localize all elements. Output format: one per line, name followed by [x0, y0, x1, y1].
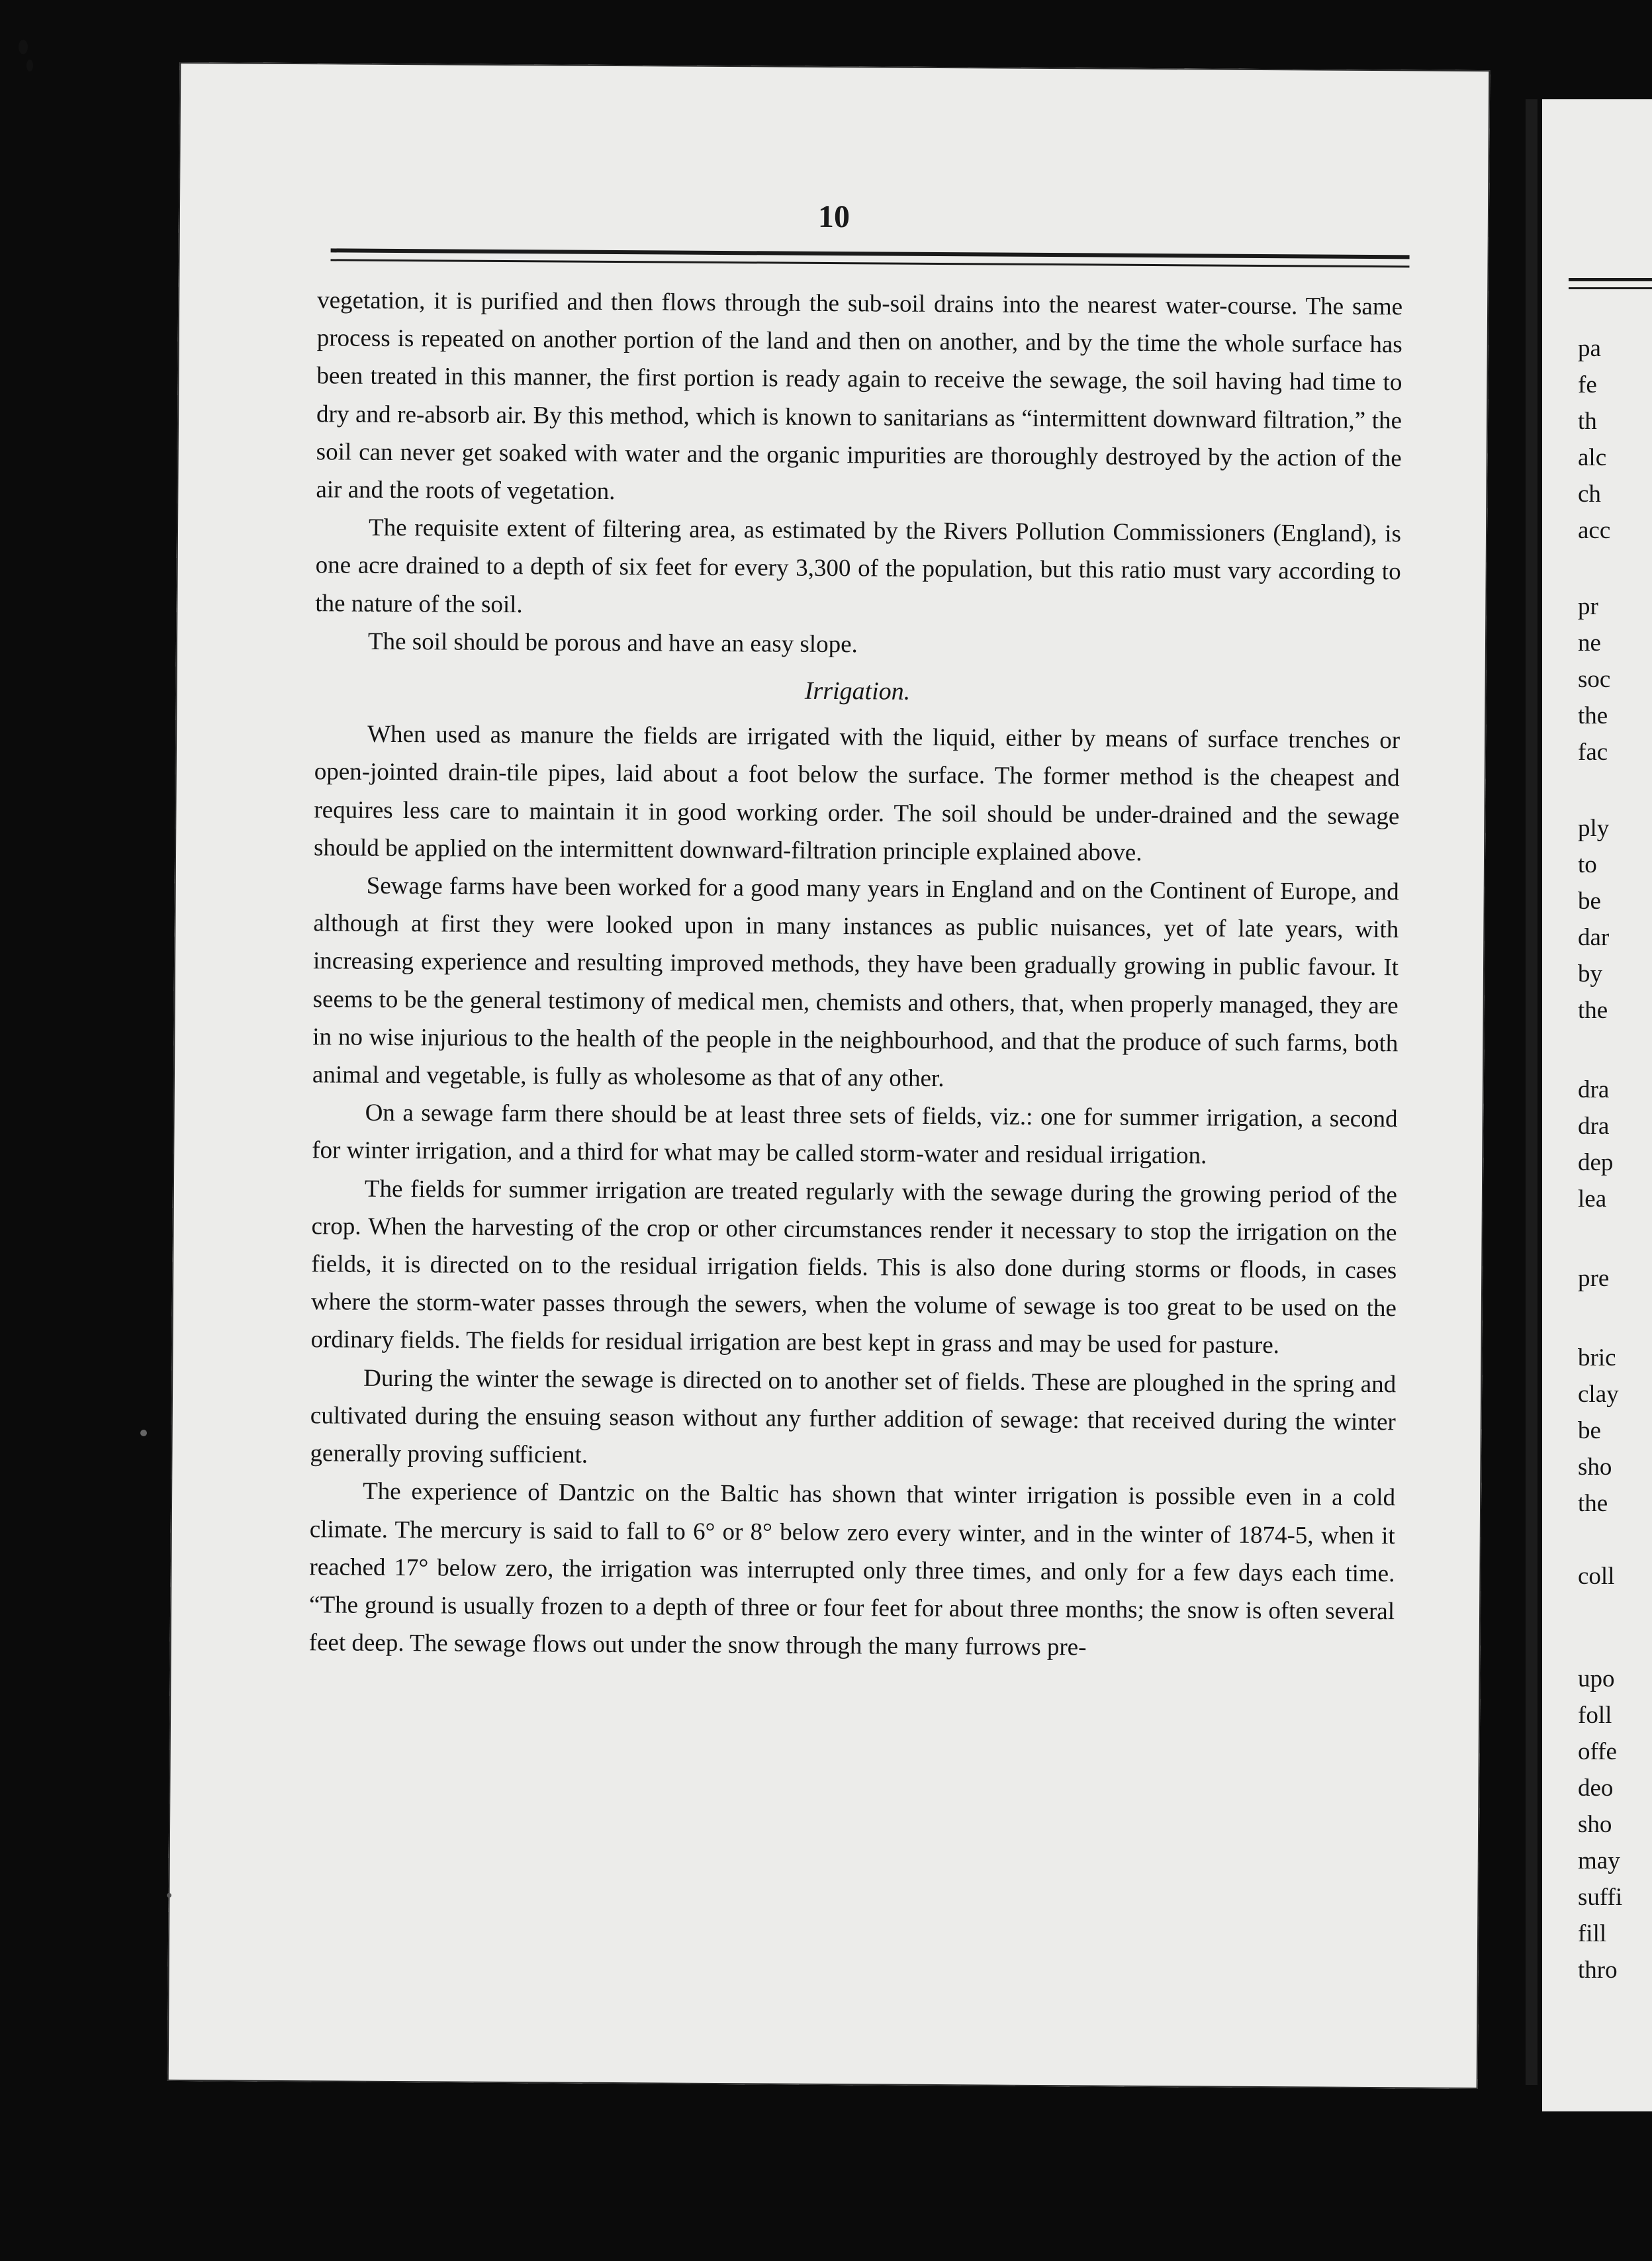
paragraph-manure: When used as manure the fields are irrigated with the liquid, either by means of surface trenches or open-jointed drain-tile pipes, laid about a foot below the surface. The former method is the cheapest and requires less care to maintain it in good working order. The soil should be under-drained and the sewage should be applied on the intermittent downward-filtration principle explained above.	[313, 720, 1400, 866]
facing-page-fragment: coll	[1578, 1563, 1615, 1590]
facing-page-rule	[1569, 278, 1652, 281]
facing-page	[1542, 99, 1652, 2111]
facing-page-fragment: fac	[1578, 739, 1608, 766]
facing-page-fragment: pa	[1578, 335, 1601, 362]
facing-page-fragment: sho	[1578, 1454, 1612, 1481]
scan-speck	[167, 1893, 171, 1898]
facing-page-fragment: suffi	[1578, 1884, 1623, 1911]
facing-page-fragment: dra	[1578, 1076, 1610, 1103]
facing-page-fragment: pre	[1578, 1265, 1610, 1292]
facing-page-fragment: by	[1578, 960, 1602, 988]
facing-page-rule-thin	[1569, 287, 1652, 289]
facing-page-fragment: be	[1578, 1417, 1601, 1444]
facing-page-fragment: acc	[1578, 517, 1611, 544]
facing-page-fragment: the	[1578, 997, 1608, 1024]
header-rule-thin	[331, 259, 1410, 267]
paragraph-dantzic: The experience of Dantzic on the Baltic has shown that winter irrigation is possible even in a cold climate. The mercury is said to fall to 6° or 8° below zero every winter, and in the winter of 1874-5, when it reached 17° below zero, the irrigation was interrupted only three times, and only for a few days each time. “The ground is usually frozen to a depth of three or four feet for about three months; the snow is often several feet deep. The sewage flows out under the snow through the many furrows pre-	[308, 1478, 1396, 1661]
book-page	[167, 62, 1491, 2089]
paragraph-summer-irrigation: The fields for summer irrigation are treated regularly with the sewage during the growing period of the crop. When the harvesting of the crop or other circumstances render it necessary to stop the irrigation on the fields, it is directed on to the residual irrigation fields. This is also done during storms or floods, in cases where the storm-water passes through the sewers, when the volume of sewage is too great to be used on the ordinary fields. The fields for residual irrigation are best kept in grass and may be used for pasture.	[310, 1175, 1398, 1360]
facing-page-fragment: to	[1578, 851, 1597, 878]
header-rule-thick	[331, 248, 1410, 259]
facing-page-fragment: clay	[1578, 1381, 1619, 1408]
book-gutter	[1526, 99, 1537, 2085]
page-number: 10	[817, 199, 850, 235]
facing-page-fragment: upo	[1578, 1665, 1615, 1692]
paragraph-filtering-area: The requisite extent of filtering area, as estimated by the Rivers Pollution Commissioners (England), is one acre drained to a depth of six feet for every 3,300 of the population, but this ratio must vary according to the nature of the soil.	[315, 514, 1402, 618]
facing-page-fragment: fe	[1578, 371, 1597, 398]
paragraph-winter: During the winter the sewage is directed on to another set of fields. These are ploughed in the spring and cultivated during the ensuing season without any further addition of sewage: that received during the winter generally proving sufficient.	[310, 1364, 1397, 1469]
paragraph-three-sets: On a sewage farm there should be at least three sets of fields, viz.: one for summer irrigation, a second for winter irrigation, and a third for what may be called storm-water and residual irrigation.	[312, 1099, 1398, 1170]
facing-page-fragment: dra	[1578, 1113, 1610, 1140]
scan-speck	[140, 1430, 147, 1436]
facing-page-fragment: dar	[1578, 924, 1610, 951]
facing-page-fragment: fill	[1578, 1920, 1607, 1947]
facing-page-fragment: may	[1578, 1847, 1620, 1874]
facing-page-fragment: ch	[1578, 481, 1601, 508]
facing-page-fragment: pr	[1578, 593, 1598, 620]
facing-page-fragment: the	[1578, 1490, 1608, 1517]
facing-page-fragment: foll	[1578, 1702, 1612, 1729]
facing-page-fragment: bric	[1578, 1344, 1616, 1371]
facing-page-fragment: lea	[1578, 1185, 1607, 1213]
facing-page-fragment: the	[1578, 702, 1608, 729]
facing-page-fragment: deo	[1578, 1775, 1614, 1802]
paragraph-sewage-farms: Sewage farms have been worked for a good many years in England and on the Continent of Europe, and although at first they were looked upon in many instances as public nuisances, yet of late years, with increasing experience and resulting improved methods, they have been gradually growing in public favour. It seems to be the general testimony of medical men, chemists and others, that, when properly managed, they are in no wise injurious to the health of the people in the neighbourhood, and that the produce of such farms, both animal and vegetable, is fully as wholesome as that of any other.	[312, 872, 1399, 1093]
facing-page-fragment: ne	[1578, 629, 1601, 657]
facing-page-fragment: th	[1578, 408, 1597, 435]
facing-page-fragment: ply	[1578, 815, 1610, 842]
section-heading-irrigation: Irrigation.	[804, 676, 911, 706]
facing-page-fragment: be	[1578, 888, 1601, 915]
scan-speck	[19, 40, 28, 54]
facing-page-fragment: alc	[1578, 444, 1607, 471]
paragraph-soil: The soil should be porous and have an easy slope.	[367, 627, 858, 659]
facing-page-fragment: dep	[1578, 1149, 1614, 1176]
facing-page-fragment: thro	[1578, 1957, 1618, 1984]
page-body	[309, 281, 1403, 1668]
facing-page-fragment: offe	[1578, 1738, 1617, 1765]
scan-speck	[26, 60, 33, 71]
facing-page-fragment: sho	[1578, 1811, 1612, 1838]
paragraph-continued: vegetation, it is purified and then flows through the sub-soil drains into the nearest water-course. The same process is repeated on another portion of the land and then on another, and by the time the whole surface has been treated in this manner, the first portion is ready again to receive the sewage, the soil having had time to dry and re-absorb air. By this method, which is known to sanitarians as “intermittent downward filtration,” the soil can never get soaked with water and the organic impurities are thoroughly destroyed by the action of the air and the roots of vegetation.	[316, 287, 1403, 506]
facing-page-fragment: soc	[1578, 666, 1611, 693]
